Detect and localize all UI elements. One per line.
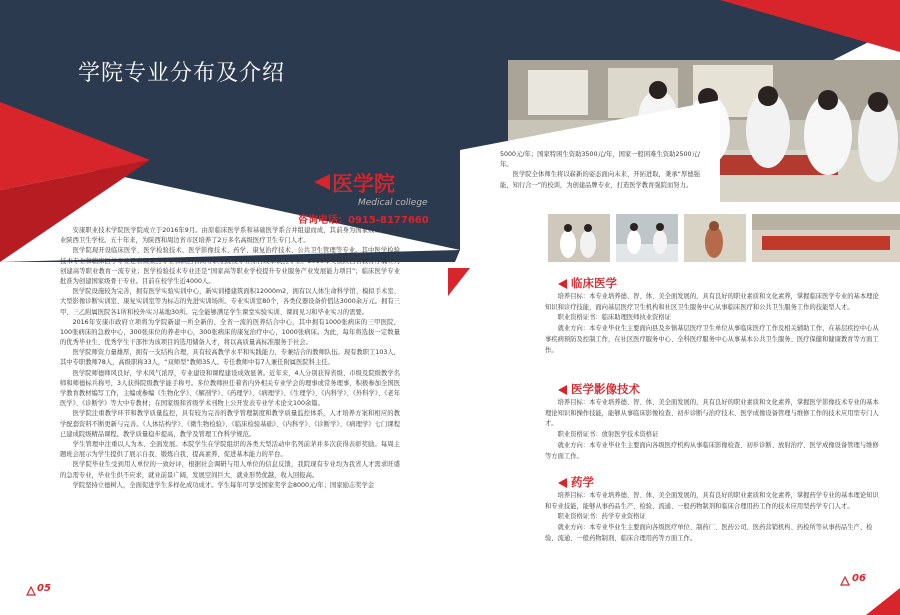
paragraph: 学院坚持立德树人，全面促进学生多样化成功成才。学生每年可享受国家奖学金8000元/年；国家励志奖学金 [72,481,375,489]
major-description [545,292,885,356]
major-marker-icon [558,279,567,289]
major-description [545,398,885,462]
page-number-right: 06 [852,573,866,584]
paragraph: 医学院全体师生将以崭新的姿态面向未来、开拓进取，秉承“厚德强能，知行合一”的校训，为创建品牌专业，打造医学教育强院而努力。 [500,171,700,189]
photo-thumbnail [616,214,678,262]
major-cert: 职业资格证书：临床助理医师执业资格证 [557,314,671,322]
major-job: 就业方向：本专业毕业生主要面向各级医疗单位、制药厂、医药公司、医药营销机构、药检所等从事药品生产、检验、流通、一般药物制剂、临床合理用药等方面工作。 [545,524,873,542]
paragraph: 5000元/年；国家特困生资助3500元/年，国家一般困难生资助2500元/年。 [500,151,700,169]
major-marker-icon [558,385,567,395]
major-job: 就业方向：本专业毕业生主要面向各级医疗机构从事临床影像检查、初步诊断、放射治疗、医学成像设备管理与维修等方面工作。 [545,441,879,460]
photo-thumbnail [548,214,610,262]
major-goal: 培养目标：本专业培养德、智、体、美全面发展的，具有良好的职业素质和文化素养，掌握临床医学专业的基本理论知识和诊疗技能，面向基层医疗卫生机构和社区卫生服务中心从事临床医疗和公共卫生服务工作的技能型人才。 [545,293,879,311]
paragraph: 医学院师德师风良好，学术风气浓厚，专业建设和课程建设成效显著。近年来，4人分别获得省级、市级及院级教学名师和师德标兵称号，3人获得院级教学能手称号。多位教师担任着省内外相关专业学会的理事或常务理事，积极参加全国医学教育教材编写工作，主编或参编《生物化学》、《解剖学》、《药理学》、《病理学》、《生理学》、《内科学》、《外科学》、《老年医学》、《诊断学》等大中专教材；在国家级和省级学术刊物上公开发表专业学术论文100余篇。 [60,369,401,408]
paragraph: 医学院注重教学环节和教学质量监控，具有较为完善的教学管理制度和教学质量监控体系，人才培养方案和相应的教学配套资料不断更新与完善。《人体结构学》、《微生物检验》、《临床检验基础》、《内科学》、《诊断学》、《病理学》七门课程已建成院级精品课程。教学质量稳步提高，教学及管理工作科学规范。 [60,410,400,438]
section-title: 学院专业分布及介绍 [78,61,286,86]
paragraph: 学生管理中注重以人为本、全面发展。本院学生在学院组织的各类大型活动中名列前茅并多次获得表彰奖励。每周主题班会展示为学生提供了展示自我、锻炼自我、提高素养、促进基本能力的平台。 [60,440,400,459]
paragraph: 2016年安康市政府立项将为学院新建一所全新的、全省一流的医养结合中心，其中拥有1000张病床的三甲医院，100张病床的急救中心，300张床位的养老中心，300张病床的康复治疗中心，1000张病床。为此，每年将选拔一定数量的优秀毕业生、优秀学生干部作为该项目的选用储备人才，将以高质量高标准服务于社会。 [60,318,400,347]
paragraph: 医学院设施较为完善，拥有医学实验实训中心，新实训楼建筑面积12000m2，拥有以人体生命科学馆、模拟手术室、大型影像诊断实训室、康复实训室等为标志的先进实训场所。专业实训室80个，各类仪器设备价值达3000余万元。拥有三甲、三乙附属医院各1所和校外实习基地30所。完全能够满足学生课堂实验实训、课间见习和毕业实习的需要。 [60,288,400,316]
right-top-text [500,150,700,191]
photo-thumbnail [752,214,900,262]
page-marker-icon [840,576,850,586]
photo-thumbnail [684,214,746,262]
major-goal: 培养目标：本专业培养德、智、体、美全面发展的，具有良好的职业素质和文化素养，掌握医学影像技术专业的基本理论知识和操作技能，能够从事临床影像检查、初步诊断与治疗技术、医学成像设备管理与维修工作的技术应用型专门人才。 [545,399,879,428]
college-name-en: Medical college [358,198,428,208]
major-goal: 培养目标：本专业培养德、智、体、美全面发展的，具有良好的职业素质和文化素养，掌握药学专业的基本理论知识和专业技能，能够从事药品生产、检验、流通、一般药物制剂和临床合理用药工作的技术应用型药学专门人才。 [545,492,879,510]
triangle-marker-icon [312,172,332,192]
page-number-left: 05 [37,583,51,594]
major-marker-icon [558,478,567,488]
college-name: 医学院 [332,172,395,196]
major-cert: 职业资格证书：放射医学技术资格证 [557,431,659,439]
major-title: 医学影像技术 [571,382,640,396]
major-cert: 职业资格证书：药学专业资格证 [557,513,646,521]
left-body-text [60,226,400,491]
major-job: 就业方向：本专业毕业生主要面向县及乡镇基层医疗卫生单位从事临床医疗工作及相关辅助工作，在基层疾控中心从事疾病预防及控制工作，在社区医疗服务中心、全科医疗服务中心从事基本公共卫生服务、医疗保健和健康教育等方面工作。 [545,325,879,354]
paragraph: 医学院现开设临床医学、医学检验技术、医学影像技术、药学、康复治疗技术、公共卫生管理等专业。其中医学检验技术专业和临床医学专业是省级重点专业和陕西省高等职业院校专业综合改革试点专业。2016年又被陕西省教育厅确立为创建高等职业教育一流专业；医学检验技术专业还是“国家高等职业学校提升专业服务产业发展能力项目”；临床医学专业批准为创建国家级骨干专业。目前在校学生近4000人。 [60,247,400,285]
paragraph: 医学院毕业生受到用人单位的一致好评，根据社会调研与用人单位的信息反馈，我院现有专业均为我省人才需求旺盛的急需专业，毕业生供不应求，就业前景广阔，发展空间巨大，就业形势优越，收入回报高。 [60,461,400,479]
major-description [545,491,885,545]
major-title: 药学 [571,475,594,489]
paragraph: 医学院师资力量雄厚，拥有一支结构合理，具有较高教学水平和实践能力，专兼结合的教师队伍。现有教职工103人，其中专职教师78人，高级职称33人，“双师型”教师35人。专任教师中有7人兼任附属医院科主任。 [60,349,400,367]
page-marker-icon [26,586,36,596]
major-title: 临床医学 [571,276,617,290]
corner-triangle [866,588,900,615]
college-phone: 咨询电话：0915-8177660 [298,215,429,226]
paragraph: 安康职业技术学院医学院成立于2016年9月。由原临床医学系和基础医学系合并组建而成，其前身为国家级重点中专业陕西卫生学校。五十年来，为陕西和周边省市区培养了2万多名高级医疗卫生专门人才。 [60,227,400,245]
